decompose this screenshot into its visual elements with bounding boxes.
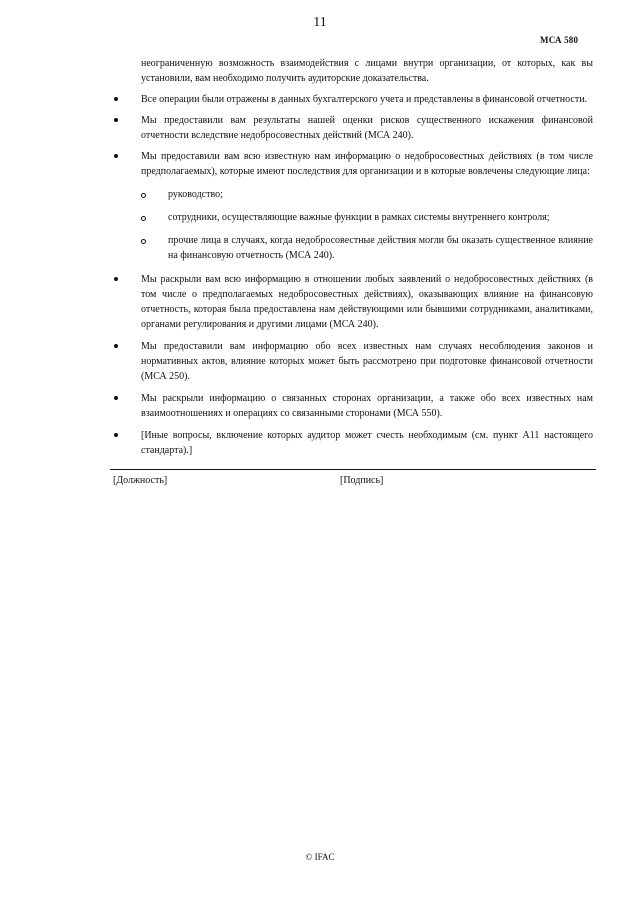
representation-list	[0, 92, 640, 458]
list-item-text: [Иные вопросы, включение которых аудитор может счесть необходимым (см. пункт А11 настоящего стандарта).]	[141, 430, 593, 456]
list-item	[141, 272, 593, 332]
bullet-icon	[114, 433, 118, 437]
list-item	[141, 339, 593, 384]
copyright-footer: © IFAC	[305, 852, 335, 862]
list-item	[141, 391, 593, 421]
list-item-text: Мы предоставили вам всю известную нам информацию о недобросовестных действиях (в том числе предполагаемых), которые имеют последствия для организации и в которые вовлечены следующие лица:	[141, 151, 593, 177]
list-item-text: Мы предоставили вам результаты нашей оценки рисков существенного искажения финансовой отчетности вследствие недобросовестных действий (МСА 240).	[141, 115, 593, 141]
bullet-icon	[114, 97, 118, 101]
list-item	[141, 113, 593, 143]
list-item-text: Мы раскрыли информацию о связанных сторонах организации, а также обо всех известных нам взаимоотношениях и операциях со связанными сторонами (МСА 550).	[141, 393, 593, 419]
bullet-icon	[114, 277, 118, 281]
signature-label: [Подпись]	[340, 475, 384, 486]
bullet-icon	[114, 118, 118, 122]
list-item	[141, 149, 593, 179]
bullet-icon	[114, 396, 118, 400]
sub-list-item-text: сотрудники, осуществляющие важные функции в рамках системы внутреннего контроля;	[168, 212, 550, 223]
list-item-text: Мы раскрыли вам всю информацию в отношении любых заявлений о недобросовестных действиях (в том числе о предполагаемых недобросовестных действиях), оказывающих влияние на финансовую отчетность, которая была предоставлена нам действующими или бывшими сотрудниками, аналитиками, органами регулирования и другими лицами (МСА 240).	[141, 274, 593, 330]
bullet-icon	[114, 154, 118, 158]
signature-divider	[110, 469, 596, 470]
sub-list-item	[168, 233, 593, 263]
circle-bullet-icon	[141, 239, 146, 244]
list-item	[141, 428, 593, 458]
sub-list-item	[168, 210, 593, 225]
list-item	[141, 92, 593, 107]
list-item-text: Мы предоставили вам информацию обо всех известных нам случаях несоблюдения законов и нормативных актов, влияние которых может быть рассмотрено при подготовке финансовой отчетности (МСА 250).	[141, 341, 593, 382]
continued-paragraph: неограниченную возможность взаимодействия с лицами внутри организации, от которых, как вы установили, вам необходимо получить аудиторские доказательства.	[141, 58, 593, 84]
position-label: [Должность]	[113, 475, 168, 486]
sub-list-item	[168, 187, 593, 202]
page-number: 11	[313, 15, 327, 30]
sub-list-item-text: руководство;	[168, 189, 223, 200]
circle-bullet-icon	[141, 216, 146, 221]
document-code: МСА 580	[540, 35, 579, 45]
circle-bullet-icon	[141, 193, 146, 198]
bullet-icon	[114, 344, 118, 348]
sub-list-item-text: прочие лица в случаях, когда недобросовестные действия могли бы оказать существенное влияние на финансовую отчетность (МСА 240).	[168, 235, 593, 261]
list-item-text: Все операции были отражены в данных бухгалтерского учета и представлены в финансовой отчетности.	[141, 94, 588, 105]
